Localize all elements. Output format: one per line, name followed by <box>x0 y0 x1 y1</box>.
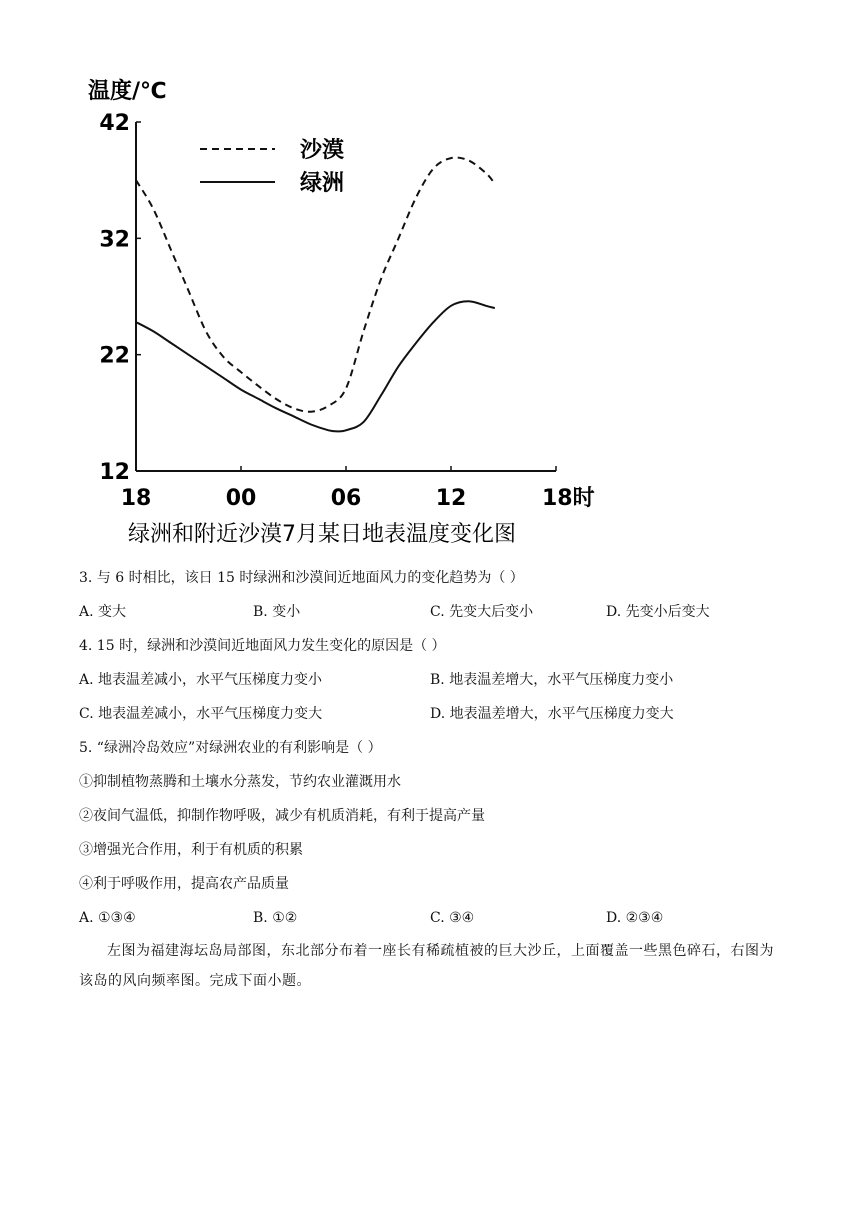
y-axis-label: 温度/℃ <box>88 79 167 104</box>
question-4-option-c: C. 地表温差减小，水平气压梯度力变大 <box>79 706 323 722</box>
question-5-statement-4: ④利于呼吸作用，提高农产品质量 <box>79 876 289 892</box>
question-5-option-c: C. ③④ <box>430 910 475 926</box>
chart-axes <box>136 122 556 471</box>
question-5-statement-1: ①抑制植物蒸腾和土壤水分蒸发，节约农业灌溉用水 <box>79 774 401 790</box>
x-tick-label: 06 <box>330 486 362 511</box>
y-tick-label: 32 <box>99 227 130 253</box>
series-line-oasis <box>136 301 495 431</box>
question-4-option-a: A. 地表温差减小，水平气压梯度力变小 <box>79 672 323 688</box>
y-tick-label: 22 <box>99 343 130 369</box>
legend <box>200 137 344 196</box>
question-4-option-d: D. 地表温差增大，水平气压梯度力变大 <box>430 706 674 722</box>
question-5-option-a: A. ①③④ <box>79 910 136 926</box>
question-5-option-d: D. ②③④ <box>606 910 664 926</box>
question-3-stem: 3. 与 6 时相比，该日 15 时绿洲和沙漠间近地面风力的变化趋势为（ ） <box>79 570 524 586</box>
question-4-option-b: B. 地表温差增大，水平气压梯度力变小 <box>430 672 674 688</box>
question-3-option-b: B. 变小 <box>253 604 301 620</box>
question-4-stem: 4. 15 时，绿洲和沙漠间近地面风力发生变化的原因是（ ） <box>79 638 446 654</box>
question-3-option-c: C. 先变大后变小 <box>430 604 534 620</box>
x-tick-label: 12 <box>435 486 467 511</box>
intro-paragraph: 左图为福建海坛岛局部图，东北部分布着一座长有稀疏植被的巨大沙丘，上面覆盖一些黑色碎石，右图为该岛的风向频率图。完成下面小题。 <box>79 943 774 989</box>
question-3-option-a: A. 变大 <box>79 604 127 620</box>
legend-label-desert: 沙漠 <box>300 138 345 163</box>
legend-label-oasis: 绿洲 <box>300 171 345 196</box>
temperature-chart <box>0 0 860 560</box>
question-5-option-b: B. ①② <box>253 910 298 926</box>
question-5-stem: 5. “绿洲冷岛效应”对绿洲农业的有利影响是（ ） <box>79 740 382 756</box>
chart-title: 绿洲和附近沙漠7月某日地表温度变化图 <box>128 522 516 547</box>
x-tick-label: 18 <box>120 486 152 511</box>
y-tick-label: 42 <box>99 111 130 136</box>
question-5-statement-3: ③增强光合作用，利于有机质的积累 <box>79 842 303 858</box>
x-tick-label: 00 <box>225 486 257 511</box>
question-5-statement-2: ②夜间气温低，抑制作物呼吸，减少有机质消耗，有利于提高产量 <box>79 808 485 824</box>
x-tick-label: 18时 <box>542 486 595 511</box>
question-3-option-d: D. 先变小后变大 <box>606 604 710 620</box>
y-tick-label: 12 <box>99 460 130 485</box>
